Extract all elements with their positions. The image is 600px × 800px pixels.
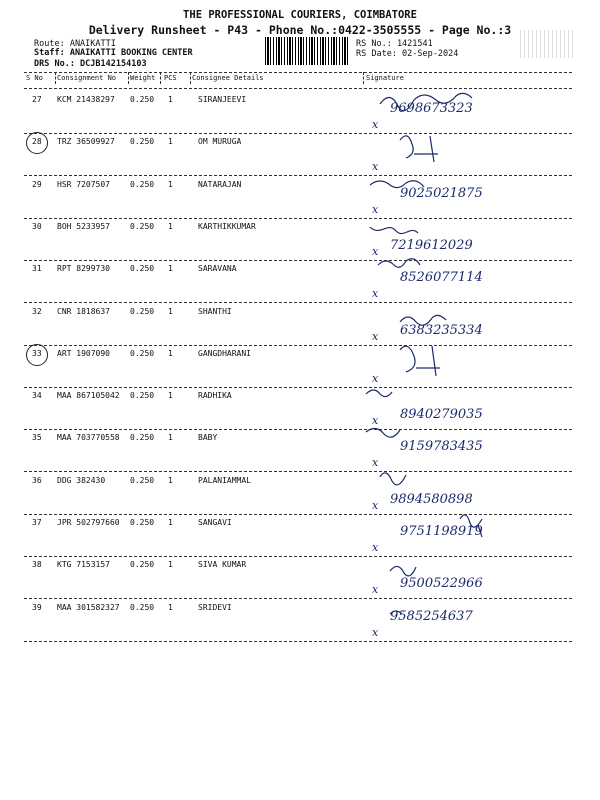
signature-scribble: [380, 473, 406, 485]
col-header-consignee: Consignee Details: [192, 74, 264, 82]
handwritten-signature: [360, 219, 575, 265]
signature-phone: 9894580898: [390, 491, 473, 507]
signature-scribble: [378, 259, 420, 268]
row-consignment-no: KTG 7153157: [57, 560, 110, 570]
row-consignment-no: DDG 382430: [57, 475, 106, 485]
column-divider: [128, 72, 129, 84]
signature-phone: 9698673323: [390, 101, 473, 116]
signature-area: [360, 177, 575, 223]
handwritten-signature: [360, 92, 575, 138]
scan-artifact: [520, 30, 575, 58]
row-sno: 38: [32, 560, 42, 570]
table-row: [0, 177, 600, 219]
handwritten-signature: [360, 388, 575, 434]
tick-mark: x: [372, 160, 379, 174]
row-sno: 33: [32, 348, 42, 358]
row-consignment-no: JPR 502797660: [57, 518, 120, 527]
handwritten-signature: [360, 557, 575, 603]
tick-mark: x: [372, 541, 379, 554]
row-weight: 0.250: [130, 221, 155, 231]
signature-area: [360, 473, 575, 519]
row-pcs: 1: [168, 95, 173, 104]
row-consignment-no: MAA 867105042: [57, 391, 120, 401]
row-sno: 29: [32, 179, 42, 189]
drs-number: DRS No.: DCJB142154103: [34, 59, 147, 69]
row-weight: 0.250: [130, 602, 155, 612]
handwritten-signature: [360, 430, 575, 476]
row-weight: 0.250: [130, 560, 155, 570]
signature-phone: 9159783435: [400, 439, 483, 455]
row-consignee: KARTHIKKUMAR: [198, 221, 256, 231]
row-consignee: SIVA KUMAR: [198, 560, 247, 570]
row-consignee: BABY: [198, 433, 218, 443]
signature-scribble: [366, 429, 400, 438]
row-consignment-no: CNR 1818637: [57, 306, 110, 316]
signature-scribble: [390, 567, 416, 576]
handwritten-signature: [360, 177, 575, 223]
table-top-rule: [24, 72, 572, 73]
row-consignee: SARAVANA: [198, 264, 237, 274]
row-weight: 0.250: [130, 391, 155, 401]
row-pcs: 1: [168, 518, 173, 527]
signature-area: [360, 304, 575, 350]
table-row: [0, 515, 600, 557]
table-row: [0, 261, 600, 303]
signature-phone: 8940279035: [400, 407, 483, 423]
signature-scribble: [370, 227, 418, 234]
circled-row-mark: [26, 344, 48, 366]
row-consignee: OM MURUGA: [198, 137, 242, 147]
handwritten-signature: [360, 261, 575, 307]
tick-mark: x: [372, 456, 379, 470]
signature-phone: 7219612029: [390, 237, 473, 253]
handwritten-signature: [360, 473, 575, 519]
handwritten-signature: [360, 346, 575, 392]
row-pcs: 1: [168, 560, 173, 570]
row-weight: 0.250: [130, 433, 155, 443]
rs-number: RS No.: 1421541: [356, 39, 433, 49]
staff-label: Staff: ANAIKATTI BOOKING CENTER: [34, 48, 193, 58]
signature-area: [360, 515, 575, 561]
runsheet-subtitle: Delivery Runsheet - P43 - Phone No.:0422-3505555 - Page No.:3: [88, 23, 512, 37]
table-row: [0, 134, 600, 176]
row-sno: 35: [32, 433, 42, 443]
handwritten-signature: [360, 600, 575, 646]
row-sno: 28: [32, 137, 42, 147]
row-pcs: 1: [168, 137, 173, 147]
row-sno: 37: [32, 518, 42, 527]
row-pcs: 1: [168, 306, 173, 316]
row-consignee: SHANTHI: [198, 306, 232, 316]
col-header-sno: S No: [26, 74, 43, 82]
tick-mark: x: [372, 583, 379, 597]
row-pcs: 1: [168, 391, 173, 401]
row-weight: 0.250: [130, 348, 155, 358]
table-row: [0, 346, 600, 388]
row-sno: 32: [32, 306, 42, 316]
signature-area: [360, 134, 575, 180]
table-row: [0, 430, 600, 472]
col-header-weight: Weight: [130, 74, 156, 82]
row-weight: 0.250: [130, 137, 155, 147]
col-header-consignment: Consignment No: [57, 74, 117, 82]
signature-area: [360, 430, 575, 476]
row-weight: 0.250: [130, 264, 155, 274]
row-sno: 34: [32, 391, 42, 401]
row-sno: 39: [32, 602, 42, 612]
circled-row-mark: [26, 132, 48, 154]
route-label: Route: ANAIKATTI: [34, 39, 116, 49]
row-weight: 0.250: [130, 475, 155, 485]
row-consignment-no: BOH 5233957: [57, 221, 110, 231]
signature-area: [360, 388, 575, 434]
tick-mark: x: [372, 202, 379, 216]
row-weight: 0.250: [130, 179, 155, 189]
signature-area: [360, 219, 575, 265]
row-consignee: RADHIKA: [198, 391, 232, 401]
company-title: THE PROFESSIONAL COURIERS, COIMBATORE: [183, 9, 417, 21]
signature-scribble: [400, 136, 438, 162]
signature-phone: 6383235334: [400, 322, 483, 338]
row-consignment-no: TRZ 36509927: [57, 137, 115, 147]
table-row: [0, 92, 600, 134]
signature-phone: 8526077114: [400, 270, 483, 286]
table-row: [0, 473, 600, 515]
row-consignee: PALANIAMMAL: [198, 475, 251, 485]
row-pcs: 1: [168, 348, 173, 358]
column-divider: [55, 72, 56, 84]
tick-mark: x: [372, 244, 379, 258]
column-divider: [190, 72, 191, 84]
row-pcs: 1: [168, 433, 173, 443]
row-consignee: SRIDEVI: [198, 602, 232, 612]
row-sno: 31: [32, 264, 42, 274]
barcode: [265, 37, 349, 65]
column-divider: [363, 72, 364, 84]
signature-phone: 9585254637: [390, 608, 473, 624]
row-consignment-no: ART 1907090: [57, 348, 110, 358]
row-pcs: 1: [168, 602, 173, 612]
signature-scribble: [400, 346, 440, 376]
col-header-signature: Signature: [366, 74, 404, 82]
tick-mark: x: [372, 414, 379, 428]
signature-phone: 9751198919: [400, 524, 483, 539]
row-weight: 0.250: [130, 518, 155, 527]
row-pcs: 1: [168, 179, 173, 189]
row-consignee: SIRANJEEVI: [198, 95, 247, 104]
table-row: [0, 219, 600, 261]
table-header-rule: [24, 88, 572, 89]
signature-scribble: [366, 390, 392, 397]
tick-mark: x: [372, 498, 379, 512]
table-row: [0, 557, 600, 599]
tick-mark: x: [372, 329, 379, 343]
row-weight: 0.250: [130, 95, 155, 104]
signature-area: [360, 92, 575, 138]
row-pcs: 1: [168, 264, 173, 274]
signature-area: [360, 600, 575, 646]
row-consignment-no: MAA 301582327: [57, 602, 120, 612]
signature-phone: 9500522966: [400, 576, 483, 592]
row-pcs: 1: [168, 221, 173, 231]
row-consignment-no: KCM 21438297: [57, 95, 115, 104]
col-header-pcs: PCS: [164, 74, 177, 82]
signature-area: [360, 346, 575, 392]
signature-phone: 9025021875: [400, 185, 483, 201]
row-weight: 0.250: [130, 306, 155, 316]
table-row: [0, 600, 600, 642]
handwritten-signature: [360, 515, 575, 561]
row-consignment-no: RPT 8299730: [57, 264, 110, 274]
column-divider: [160, 72, 161, 84]
tick-mark: x: [372, 625, 379, 639]
table-row: [0, 304, 600, 346]
row-sno: 36: [32, 475, 42, 485]
row-sno: 27: [32, 95, 42, 104]
row-consignee: NATARAJAN: [198, 179, 242, 189]
table-row: [0, 388, 600, 430]
row-pcs: 1: [168, 475, 173, 485]
handwritten-signature: [360, 304, 575, 350]
handwritten-signature: [360, 134, 575, 180]
row-consignee: SANGAVI: [198, 518, 232, 527]
row-separator: [24, 641, 572, 642]
row-consignment-no: HSR 7207507: [57, 179, 110, 189]
row-consignee: GANGDHARANI: [198, 348, 251, 358]
row-sno: 30: [32, 221, 42, 231]
row-consignment-no: MAA 703770558: [57, 433, 120, 443]
tick-mark: x: [372, 287, 379, 301]
signature-area: [360, 557, 575, 603]
tick-mark: x: [372, 371, 379, 385]
signature-area: [360, 261, 575, 307]
rs-date: RS Date: 02-Sep-2024: [356, 49, 459, 59]
tick-mark: x: [372, 118, 379, 131]
